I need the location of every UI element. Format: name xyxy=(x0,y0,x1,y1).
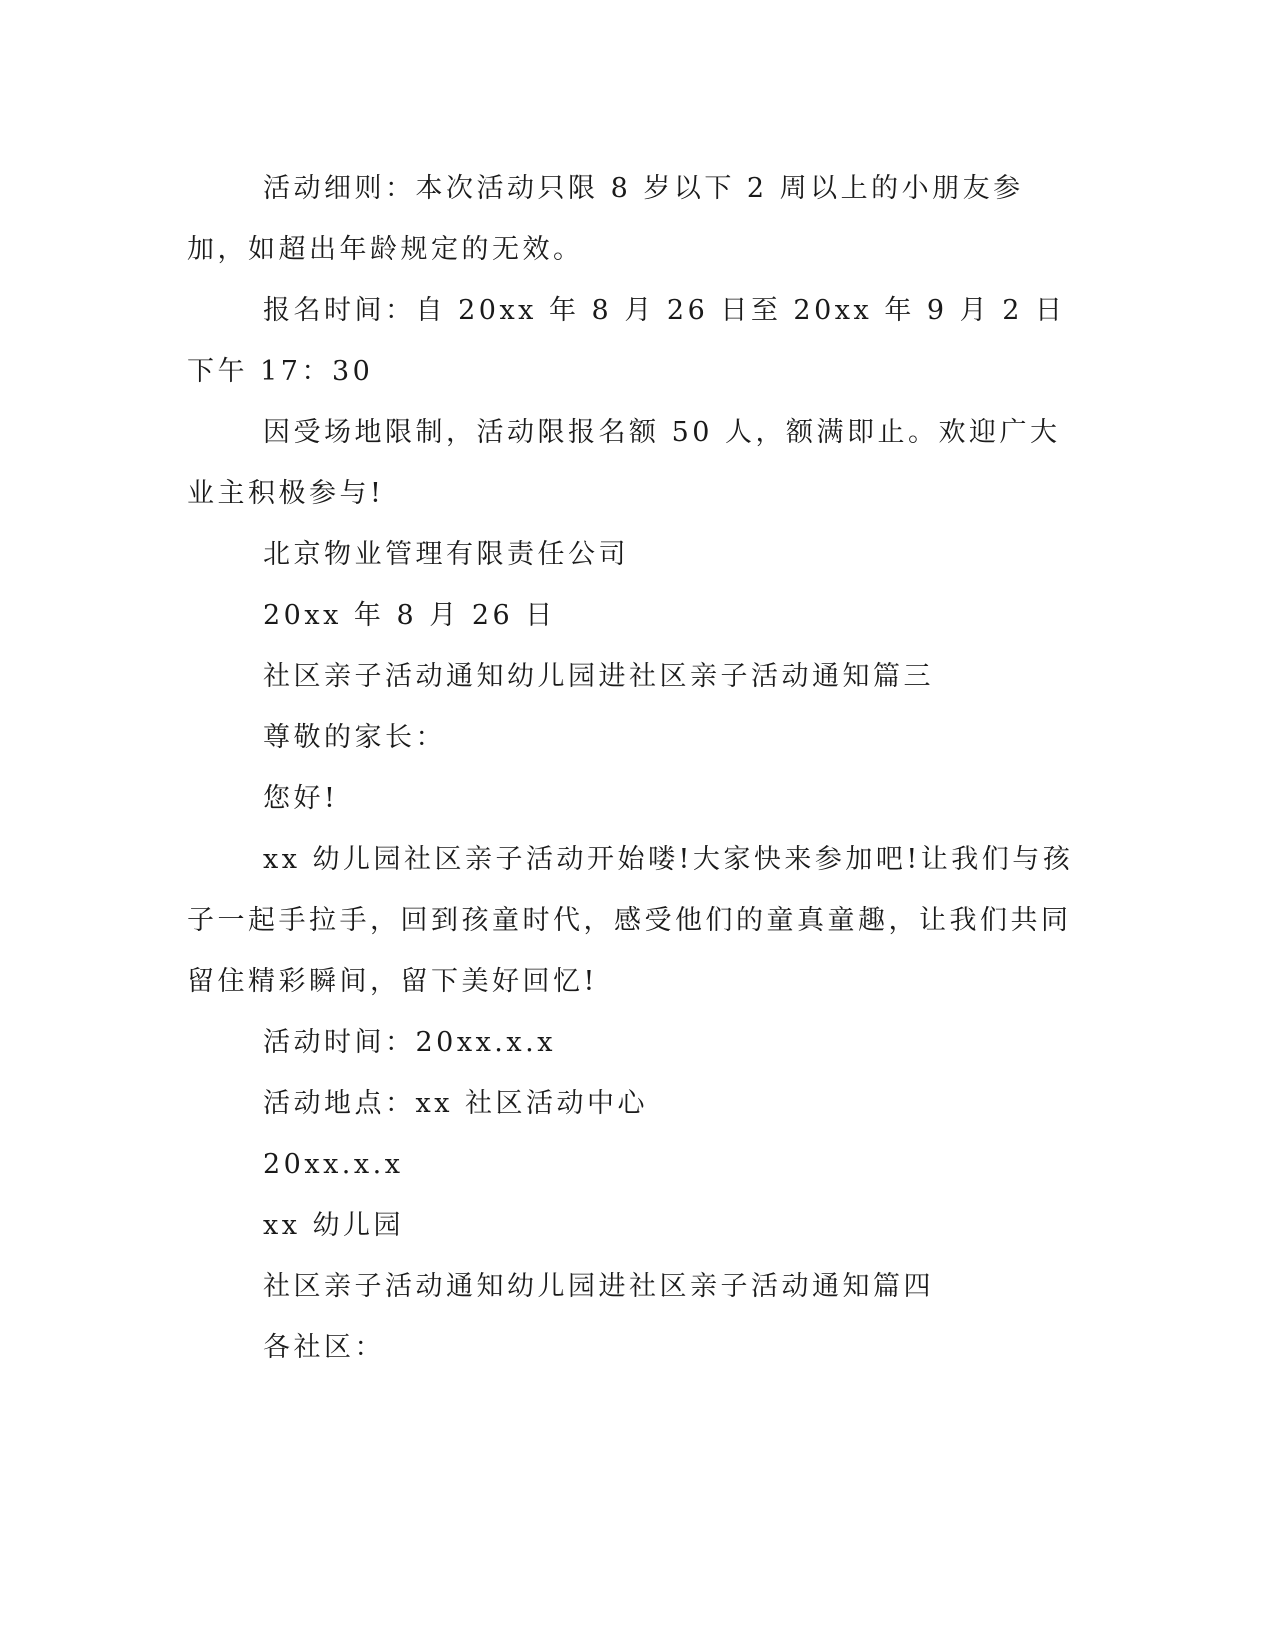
document-body xyxy=(187,158,1077,1378)
section-heading-4: 社区亲子活动通知幼儿园进社区亲子活动通知篇四 xyxy=(263,1271,934,1302)
paragraph-quota: 因受场地限制，活动限报名额 50 人，额满即止。欢迎广大业主积极参与! xyxy=(187,417,1061,509)
paragraph-company: 北京物业管理有限责任公司 xyxy=(263,539,629,570)
paragraph-salutation: 尊敬的家长： xyxy=(263,722,446,753)
paragraph-event-time: 活动时间：20xx.x.x xyxy=(263,1027,556,1058)
paragraph-activity-rules: 活动细则：本次活动只限 8 岁以下 2 周以上的小朋友参加，如超出年龄规定的无效。 xyxy=(187,173,1024,265)
paragraph-to-communities: 各社区： xyxy=(263,1332,385,1363)
paragraph-greeting: 您好! xyxy=(263,783,339,814)
paragraph-event-place: 活动地点：xx 社区活动中心 xyxy=(263,1088,649,1119)
section-heading-3: 社区亲子活动通知幼儿园进社区亲子活动通知篇三 xyxy=(263,661,934,692)
paragraph-date: 20xx 年 8 月 26 日 xyxy=(263,600,556,631)
paragraph-intro: xx 幼儿园社区亲子活动开始喽!大家快来参加吧!让我们与孩子一起手拉手，回到孩童时代，感受他们的童真童趣，让我们共同留住精彩瞬间，留下美好回忆! xyxy=(187,844,1074,997)
paragraph-date-2: 20xx.x.x xyxy=(263,1149,404,1180)
paragraph-kindergarten: xx 幼儿园 xyxy=(263,1210,405,1241)
paragraph-signup-time: 报名时间：自 20xx 年 8 月 26 日至 20xx 年 9 月 2 日下午 17：30 xyxy=(187,295,1066,387)
